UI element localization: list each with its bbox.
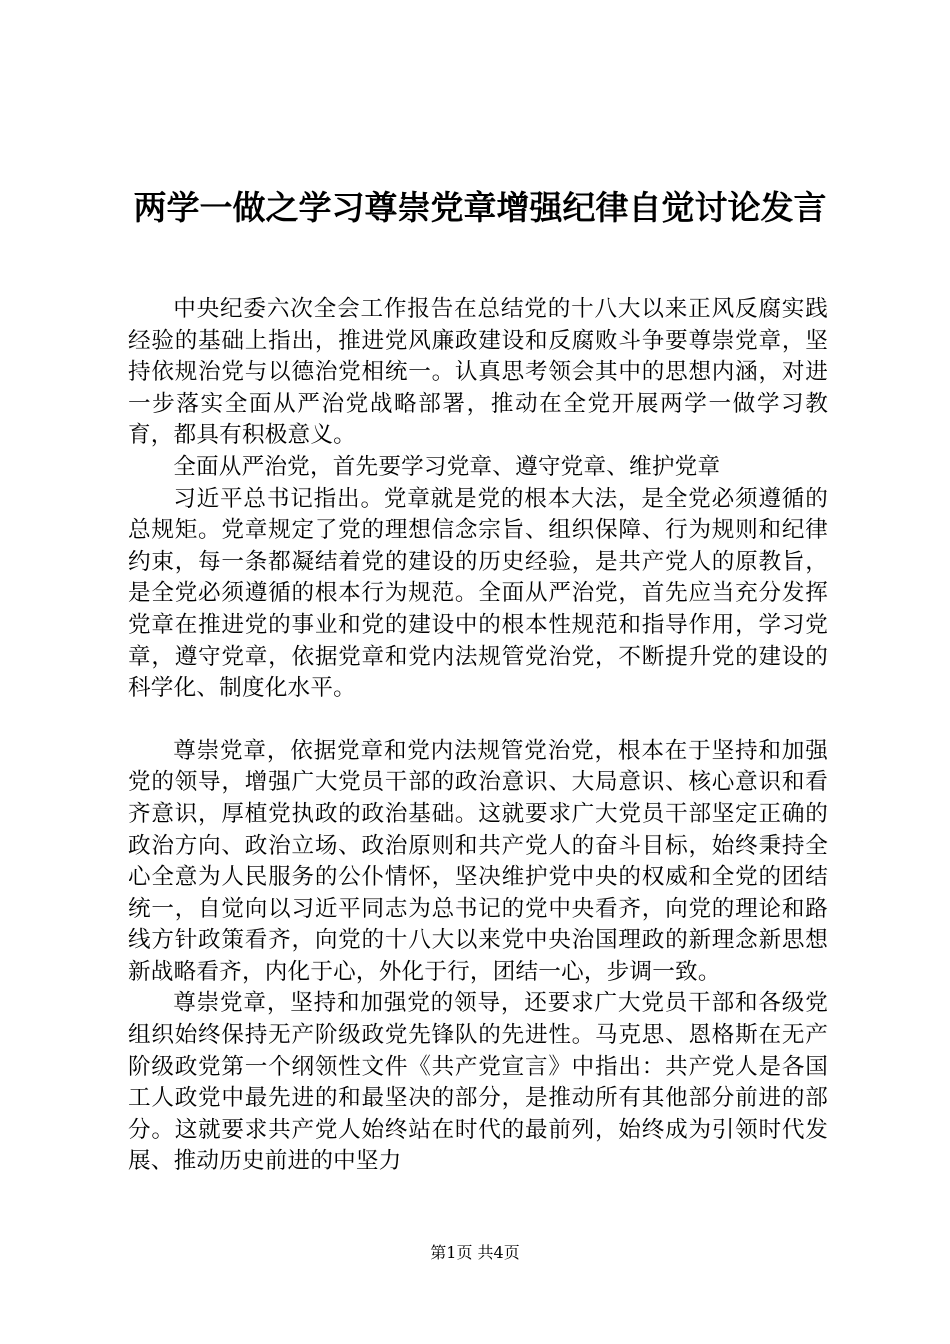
paragraph-advancement: 尊崇党章，坚持和加强党的领导，还要求广大党员干部和各级党组织始终保持无产阶级政党先锋队的先进性。马克思、恩格斯在无产阶级政党第一个纲领性文件《共产党宣言》中指出：共产党人是各国工人政党中最先进的和最坚决的部分，是推动所有其他部分前进的部分。这就要求共产党人始终站在时代的最前列，始终成为引领时代发展、推动历史前进的中坚力: [128, 990, 828, 1175]
document-body: [128, 294, 828, 1178]
paragraph-leadership: 尊崇党章，依据党章和党内法规管党治党，根本在于坚持和加强党的领导，增强广大党员干部的政治意识、大局意识、核心意识和看齐意识，厚植党执政的政治基础。这就要求广大党员干部坚定正确的政治方向、政治立场、政治原则和共产党人的奋斗目标，始终秉持全心全意为人民服务的公仆情怀，坚决维护党中央的权威和全党的团结统一，自觉向以习近平同志为总书记的党中央看齐，向党的理论和路线方针政策看齐，向党的十八大以来党中央治国理政的新理念新思想新战略看齐，内化于心，外化于行，团结一心，步调一致。: [128, 737, 828, 985]
document-title: 两学一做之学习尊崇党章增强纪律自觉讨论发言: [133, 188, 827, 227]
page-footer: 第1页 共4页: [430, 1243, 520, 1262]
paragraph-section-heading: 全面从严治党，首先要学习党章、遵守党章、维护党章: [173, 453, 721, 480]
paragraph-party-constitution: 习近平总书记指出。党章就是党的根本大法，是全党必须遵循的总规矩。党章规定了党的理想信念宗旨、组织保障、行为规则和纪律约束，每一条都凝结着党的建设的历史经验，是共产党人的原教旨，是全党必须遵循的根本行为规范。全面从严治党，首先应当充分发挥党章在推进党的事业和党的建设中的根本性规范和指导作用，学习党章，遵守党章，依据党章和党内法规管党治党，不断提升党的建设的科学化、制度化水平。: [128, 485, 828, 702]
paragraph-intro: 中央纪委六次全会工作报告在总结党的十八大以来正风反腐实践经验的基础上指出，推进党风廉政建设和反腐败斗争要尊崇党章，坚持依规治党与以德治党相统一。认真思考领会其中的思想内涵，对进一步落实全面从严治党战略部署，推动在全党开展两学一做学习教育，都具有积极意义。: [128, 296, 828, 449]
